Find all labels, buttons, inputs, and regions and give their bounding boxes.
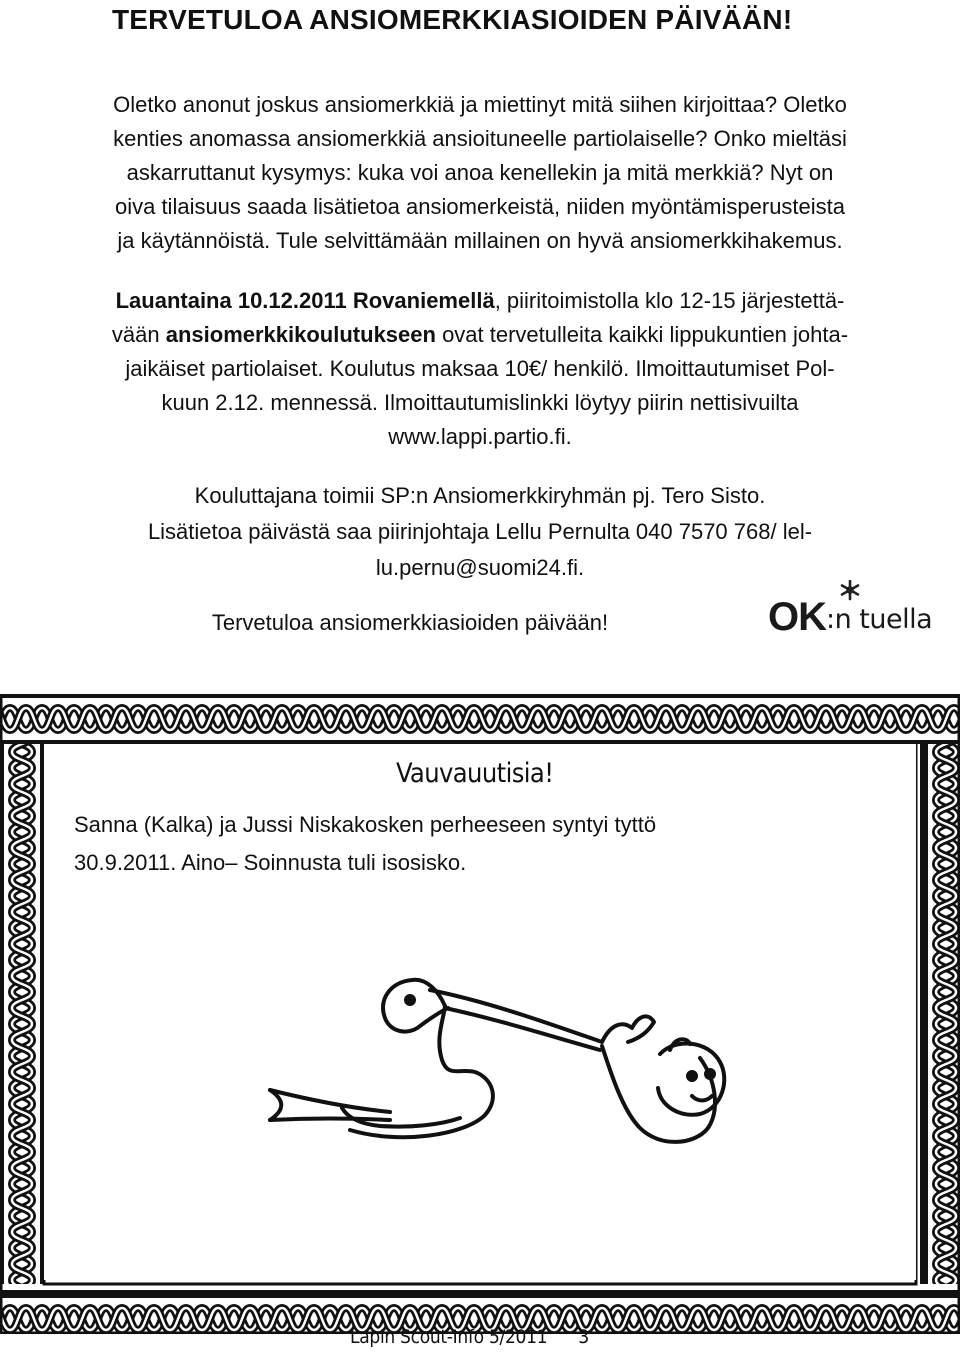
news-line: Sanna (Kalka) ja Jussi Niskakosken perheeseen syntyi tyttö (74, 812, 657, 837)
event-location-text: , piiritoimistolla klo 12-15 järjestettä- (494, 288, 845, 313)
publication-name: Lapin Scout-Info 5/2011 (350, 1326, 548, 1348)
bundle-knot (602, 1016, 654, 1042)
intro-line: askarruttanut kysymys: kuka voi anoa kenellekin ja mitä merkkiä? Nyt on (126, 160, 834, 185)
event-course-name: ansiomerkkikoulutukseen (165, 322, 436, 347)
intro-paragraph (20, 88, 940, 258)
event-line: jaikäiset partiolaiset. Koulutus maksaa 10€/ henkilö. Ilmoittautumiset Pol- (125, 356, 835, 381)
event-date: Lauantaina 10.12.2011 Rovaniemellä (115, 288, 495, 313)
event-line (20, 284, 940, 318)
event-url[interactable]: www.lappi.partio.fi. (388, 424, 572, 449)
event-text: ovat tervetulleita kaikki lippukuntien johta- (435, 322, 849, 347)
ok-tuella-logo (764, 580, 940, 640)
page-footer (350, 1326, 750, 1348)
stork-head (383, 980, 448, 1032)
stork-with-baby-illustration (230, 950, 730, 1180)
baby-mouth (692, 1096, 712, 1101)
event-text: vään (111, 322, 166, 347)
stork-beak (430, 990, 602, 1042)
intro-line: oiva tilaisuus saada lisätietoa ansiomerkeistä, niiden myöntämisperusteista (114, 194, 846, 219)
intro-line: Oletko anonut joskus ansiomerkkiä ja miettinyt mitä siihen kirjoittaa? Oletko (113, 92, 847, 117)
contact-line: Kouluttajana toimii SP:n Ansiomerkkiryhmän pj. Tero Sisto. (194, 483, 766, 508)
news-title: Vauvauutisia! (396, 758, 554, 789)
stork-leg (270, 1090, 390, 1112)
logo-brand: OK (768, 595, 826, 639)
snowflake-icon (842, 581, 858, 599)
news-body (74, 806, 894, 882)
baby-eye (688, 1072, 696, 1080)
logo-suffix: :n tuella (826, 604, 933, 635)
page-number: 3 (578, 1326, 589, 1348)
event-line: kuun 2.12. mennessä. Ilmoittautumislinkki löytyy piirin nettisivuilta (161, 390, 799, 415)
news-line: 30.9.2011. Aino– Soinnusta tuli isosisko. (74, 850, 467, 875)
contact-paragraph (20, 478, 940, 586)
intro-line: ja käytännöistä. Tule selvittämään millainen on hyvä ansiomerkkihakemus. (117, 228, 843, 253)
contact-line: Lisätietoa päivästä saa piirinjohtaja Lellu Pernulta 040 7570 768/ lel- (147, 519, 813, 544)
page-heading: TERVETULOA ANSIOMERKKIASIOIDEN PÄIVÄÄN! (112, 4, 793, 35)
event-line (20, 318, 940, 352)
intro-line: kenties anomassa ansiomerkkiä ansioituneelle partiolaiselle? Onko mieltäsi (113, 126, 847, 151)
event-paragraph (20, 284, 940, 454)
welcome-line: Tervetuloa ansiomerkkiasioiden päivään! (211, 610, 609, 635)
contact-email[interactable]: lu.pernu@suomi24.fi. (375, 555, 585, 580)
stork-eye (406, 996, 414, 1004)
